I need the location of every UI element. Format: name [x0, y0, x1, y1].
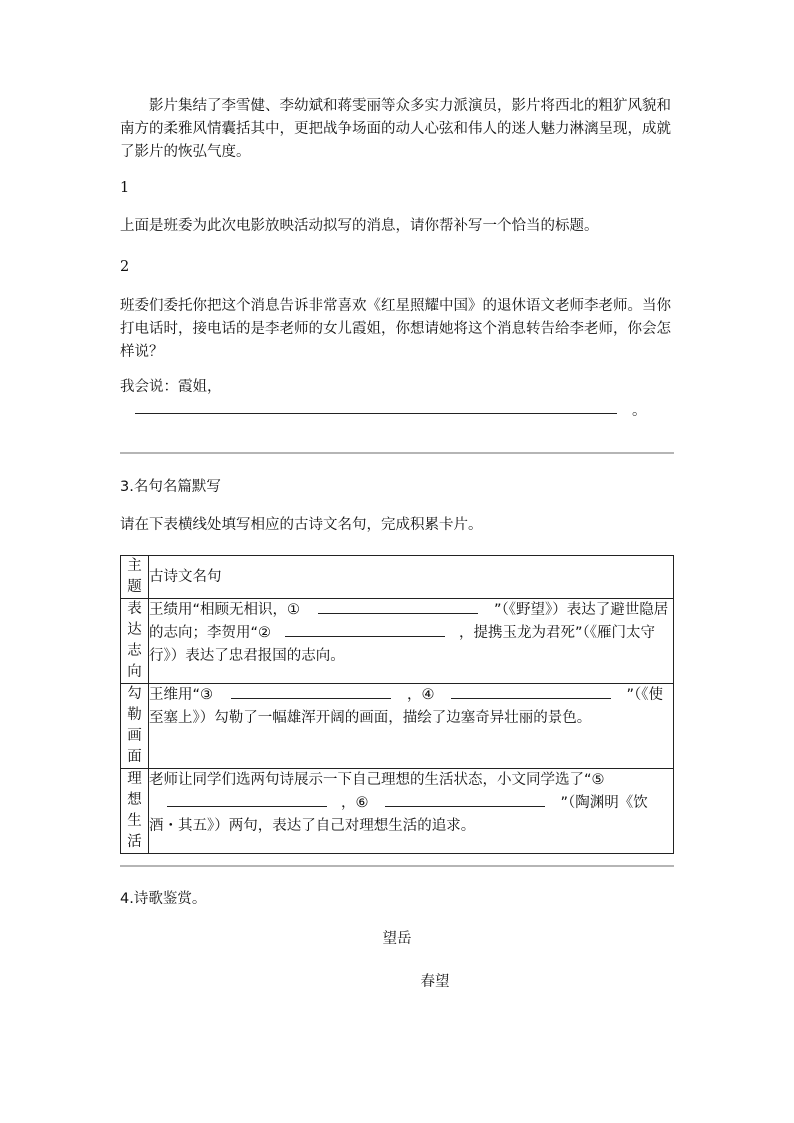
fill-blank-2[interactable]: [285, 622, 445, 637]
question-1-number: 1: [120, 180, 130, 196]
row-content: [149, 684, 674, 769]
header-content: 古诗文名句: [149, 556, 674, 599]
fill-blank-4[interactable]: [451, 684, 611, 699]
question-4-title: 4.诗歌鉴赏。: [120, 891, 207, 907]
row-text: ，⑥: [341, 795, 369, 811]
question-2-answer-prefix: 我会说：霞姐，: [120, 379, 222, 395]
fill-blank-3[interactable]: [231, 684, 391, 699]
fill-blank-6[interactable]: [385, 792, 545, 807]
section-divider: [120, 452, 674, 454]
question-1-text: 上面是班委为此次电影放映活动拟写的消息，请你帮补写一个恰当的标题。: [120, 218, 599, 234]
question-3-instruction: 请在下表横线处填写相应的古诗文名句，完成积累卡片。: [120, 517, 483, 533]
poem-1-title: 望岳: [382, 931, 412, 947]
fill-blank-1[interactable]: [318, 599, 478, 614]
table-row: [121, 599, 674, 684]
poem-2-title: 春望: [420, 974, 450, 990]
question-3-title: 3.名句名篇默写: [120, 479, 221, 495]
answer-end-punct: 。: [632, 403, 647, 419]
row-text: ，提携玉龙为君死”（《雁门太守行》）表达了忠君报国的志向。: [149, 625, 656, 664]
row-text: 王绩用“相顾无相识，①: [149, 602, 301, 618]
table-header-row: [121, 556, 674, 599]
row-theme: 表达志向: [121, 599, 149, 684]
section-divider: [120, 865, 674, 867]
row-text: ”（《使至塞上》）勾勒了一幅雄浑开阔的画面，描绘了边塞奇异壮丽的景色。: [149, 687, 664, 726]
row-text: 王维用“③: [149, 687, 214, 703]
row-theme: 勾勒画面: [121, 684, 149, 769]
answer-line[interactable]: [135, 413, 617, 414]
header-theme: 主题: [121, 556, 149, 599]
row-text: ”（《野望》）表达了避世隐居的志向；李贺用“②: [149, 602, 669, 641]
accumulation-card-table: [120, 555, 674, 854]
row-text: ，④: [407, 687, 435, 703]
table-row: [121, 769, 674, 854]
row-content: [149, 769, 674, 854]
intro-paragraph: 影片集结了李雪健、李幼斌和蒋雯丽等众多实力派演员，影片将西北的粗犷风貌和南方的柔雅风情囊括其中，更把战争场面的动人心弦和伟人的迷人魅力淋漓呈现，成就了影片的恢弘气度。: [120, 98, 671, 160]
fill-blank-5[interactable]: [167, 792, 327, 807]
row-text: 老师让同学们选两句诗展示一下自己理想的生活状态，小文同学选了“⑤: [149, 772, 605, 788]
table-row: [121, 684, 674, 769]
question-2-number: 2: [120, 259, 130, 275]
row-content: [149, 599, 674, 684]
row-theme: 理想生活: [121, 769, 149, 854]
row-text: ”（陶渊明《饮酒・其五》）两句，表达了自己对理想生活的追求。: [149, 795, 648, 834]
question-2-text: 班委们委托你把这个消息告诉非常喜欢《红星照耀中国》的退休语文老师李老师。当你打电话时，接电话的是李老师的女儿霞姐，你想请她将这个消息转告给李老师，你会怎样说？: [120, 298, 671, 360]
